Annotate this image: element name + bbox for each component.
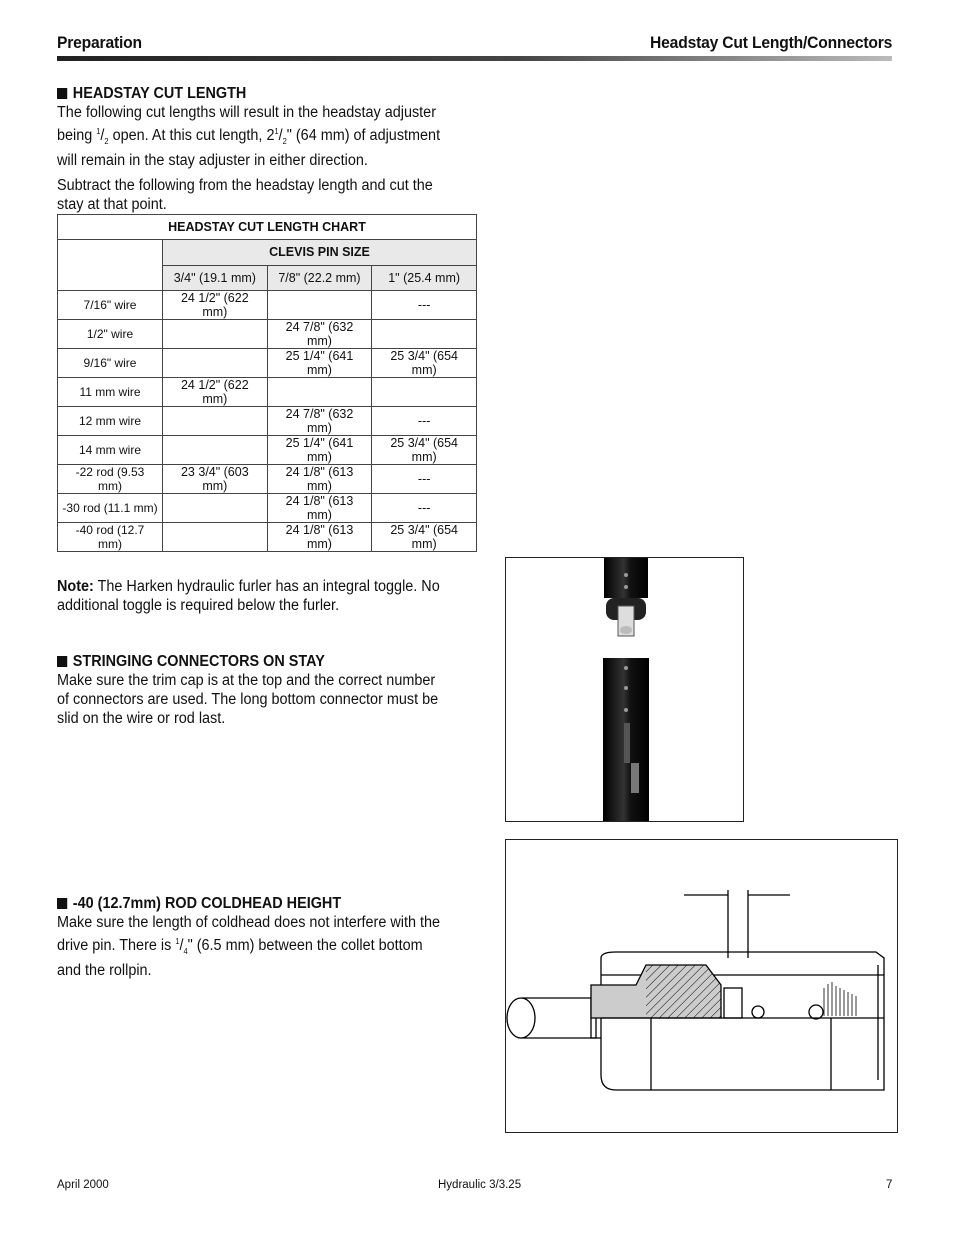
row-label: 9/16" wire <box>58 348 163 377</box>
note-label: Note: <box>57 578 94 595</box>
table-row <box>58 522 477 551</box>
coldhead-diagram <box>505 839 898 1133</box>
table-row <box>58 464 477 493</box>
coldhead-paragraph: Make sure the length of coldhead does not interfere with the drive pin. There is $^1/_4$" (6.5 mm) between the collet bottom and the rollpin. <box>57 914 441 980</box>
headstay-cut-length-table <box>57 214 477 552</box>
table-cell <box>163 406 268 435</box>
table-body <box>58 290 477 551</box>
coldhead-section <box>57 894 448 986</box>
header-rule <box>57 56 892 61</box>
table-cell: 25 1/4" (641 mm) <box>267 348 372 377</box>
bullet-square-icon <box>57 898 67 909</box>
table-cell <box>372 319 477 348</box>
footer-page-number: 7 <box>886 1179 893 1191</box>
table-cell: --- <box>372 464 477 493</box>
column-header: 3/4" (19.1 mm) <box>163 265 268 290</box>
table-cell <box>372 377 477 406</box>
table-row <box>58 348 477 377</box>
table-cell <box>267 290 372 319</box>
cut-length-heading: HEADSTAY CUT LENGTH <box>57 84 448 103</box>
table-cell <box>163 435 268 464</box>
table-row <box>58 406 477 435</box>
table-cell <box>163 493 268 522</box>
table-cell <box>267 377 372 406</box>
stringing-paragraph: Make sure the trim cap is at the top and the correct number of connectors are used. The long bottom connector must be slid on the wire or rod last. <box>57 672 439 727</box>
table-cell: 24 1/8" (613 mm) <box>267 522 372 551</box>
table-row <box>58 493 477 522</box>
table-cell: 25 1/4" (641 mm) <box>267 435 372 464</box>
table-row <box>58 435 477 464</box>
row-label: 12 mm wire <box>58 406 163 435</box>
bullet-square-icon <box>57 656 67 667</box>
table-cell: 24 1/8" (613 mm) <box>267 493 372 522</box>
cut-length-paragraph-2: Subtract the following from the headstay length and cut the stay at that point. <box>57 177 433 214</box>
table-cell: --- <box>372 290 477 319</box>
table-cell <box>163 319 268 348</box>
table-title: HEADSTAY CUT LENGTH CHART <box>58 215 477 240</box>
cut-length-section <box>57 84 448 220</box>
table-cell: 25 3/4" (654 mm) <box>372 522 477 551</box>
table-cell: --- <box>372 406 477 435</box>
row-label: 7/16" wire <box>58 290 163 319</box>
connector-photo <box>505 557 744 822</box>
note-section <box>57 577 448 621</box>
table-cell: 24 1/8" (613 mm) <box>267 464 372 493</box>
table-cell <box>163 522 268 551</box>
table-cell <box>163 348 268 377</box>
table-cell: 24 1/2" (622 mm) <box>163 377 268 406</box>
table-subtitle: CLEVIS PIN SIZE <box>163 240 477 265</box>
table-row <box>58 377 477 406</box>
table-cell: 24 1/2" (622 mm) <box>163 290 268 319</box>
table-row <box>58 319 477 348</box>
row-label: -22 rod (9.53 mm) <box>58 464 163 493</box>
row-label: 1/2" wire <box>58 319 163 348</box>
stringing-section <box>57 652 448 734</box>
row-label: 11 mm wire <box>58 377 163 406</box>
table-cell: 24 7/8" (632 mm) <box>267 319 372 348</box>
table-cell: 23 3/4" (603 mm) <box>163 464 268 493</box>
row-label: 14 mm wire <box>58 435 163 464</box>
table-cell: --- <box>372 493 477 522</box>
row-label: -30 rod (11.1 mm) <box>58 493 163 522</box>
stringing-heading: STRINGING CONNECTORS ON STAY <box>57 652 448 671</box>
note-text: The Harken hydraulic furler has an integral toggle. No additional toggle is required below the furler. <box>57 578 440 614</box>
column-header: 1" (25.4 mm) <box>372 265 477 290</box>
table-corner-cell <box>58 240 163 291</box>
header-page-title: Headstay Cut Length/Connectors <box>649 33 892 52</box>
cut-length-paragraph-1: The following cut lengths will result in the headstay adjuster being $^1/_2$ open. At this cut length, $2^1/_2$" (64 mm) of adjustment will remain in the stay adjuster in either direction. <box>57 104 441 170</box>
footer-product: Hydraulic 3/3.25 <box>438 1179 522 1191</box>
coldhead-heading: -40 (12.7mm) ROD COLDHEAD HEIGHT <box>57 894 448 913</box>
table-cell: 25 3/4" (654 mm) <box>372 348 477 377</box>
footer-date: April 2000 <box>57 1179 109 1191</box>
bullet-square-icon <box>57 88 67 99</box>
row-label: -40 rod (12.7 mm) <box>58 522 163 551</box>
column-header: 7/8" (22.2 mm) <box>267 265 372 290</box>
header-section-title: Preparation <box>57 33 142 52</box>
table-cell: 24 7/8" (632 mm) <box>267 406 372 435</box>
table-row <box>58 290 477 319</box>
table-cell: 25 3/4" (654 mm) <box>372 435 477 464</box>
